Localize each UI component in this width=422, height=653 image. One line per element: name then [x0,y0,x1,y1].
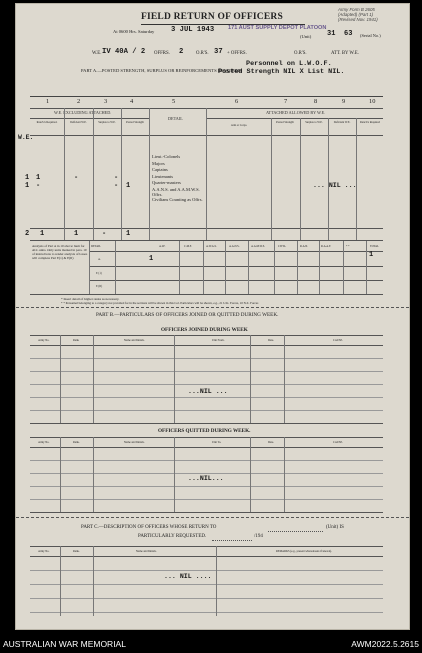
column-line [206,108,207,240]
column-line [93,335,94,423]
rank-label: A.A.N.S. and A.A.M.W.S. Offrs. [152,186,200,197]
rule [89,280,383,281]
column-line [250,335,251,423]
part-a-table-top [30,96,383,97]
joined-head: Date. [268,339,274,342]
footnote: * Insert detail of higher ranks as necessary. [61,297,120,301]
row-line [30,397,383,398]
row-line [30,612,383,613]
ors-value: 37 [214,48,223,56]
col-number: 8 [314,98,318,105]
analysis-head: A.I.F. [159,245,166,248]
col-head: Surplus to W.E. [305,121,323,124]
column-line [250,437,251,512]
offrs-label: OFFRS. [154,51,170,56]
rank-label: Captains [152,167,168,173]
rule [30,240,383,241]
part-c-head: REMARKS (e.g., present whereabouts if known). [276,550,332,553]
total-cell: 1 [40,230,45,238]
form-ref-line: (Adapted) (Part 1) [338,12,374,17]
at-line: At 0600 Hrs. Saturday [113,29,155,34]
typed-date: 3 JUL 1943 [171,26,215,34]
analysis-head: R.A.N. [300,245,309,248]
rule [30,556,383,557]
joined-head: Army No. [38,339,50,342]
column-line [284,437,285,512]
column-line [60,335,61,423]
row-line [30,584,383,585]
form-reference [338,7,378,22]
we-mark: W.E. [18,134,34,141]
col-head: Posted Strength [126,121,144,124]
analysis-head: A.W.A.S. [206,245,217,248]
dotted-fill [212,540,252,541]
column-line [356,118,357,240]
column-line [89,241,90,294]
rule [30,294,383,295]
col-number: 1 [46,98,50,105]
row-b-cell: - [36,182,41,190]
column-line [216,546,217,616]
form-ref-line: (Revised Nov. 1941) [338,17,378,22]
rule [30,335,383,336]
part-c-heading: PART C.—DESCRIPTION OF OFFICERS WHOSE RETURN TO [81,525,217,530]
row-b-cell: 1 [25,182,30,190]
column-line [174,335,175,423]
joined-head: CAUSE. [333,339,343,342]
archive-footer [0,636,422,653]
offrs-value: 2 [179,48,184,56]
rule [30,447,383,448]
col-number: 6 [235,98,239,105]
column-line [149,108,150,240]
analysis-row-label: E (II) [96,285,103,288]
unit-stamp: 171 AUST SUPPLY DEPOT PLATOON [228,25,327,31]
ors2-label: O.R'S. [294,51,307,56]
part-c-unit: (Unit) IS [326,525,344,530]
column-line [174,437,175,512]
quitted-head: CAUSE. [333,441,343,444]
analysis-head: A.A.N.S. [229,245,240,248]
serial-value-1: 31 [327,30,336,38]
column-line [319,241,320,294]
col-head: Deficient W.E. [70,121,87,124]
column-line [297,241,298,294]
analysis-head: * * [346,245,350,248]
column-line [284,335,285,423]
total-cell: 2 [25,230,30,238]
analysis-note: Analysis of Part A in 10 above: hum for ALL units. Only units marked in para. 10 of instructions to render analysis of losses will complete Part E(1) & E(II) [32,244,88,260]
col-head: Rate/Us Required. [36,121,58,124]
rank-label: Civilians Counting as Offrs. [152,197,203,203]
posted-strength-typed: Posted Strength NIL X List NIL. [218,68,345,76]
quitted-head: Unit To. [212,441,222,444]
rule [89,266,383,267]
row-line [30,371,383,372]
col-number: 10 [369,98,376,105]
col-number: 2 [77,98,81,105]
row-line [30,598,383,599]
row-line [30,410,383,411]
offrs2-label: + OFFRS. [227,51,247,56]
we-label: W.E. [92,51,102,56]
analysis-row-label: A. [98,258,101,261]
archive-reference: AWM2022.5.2615 [351,639,419,649]
total-cell: - [102,230,107,238]
column-line [225,241,226,294]
analysis-head: R.A.A.F. [321,245,332,248]
analysis-head: DETAIL [91,245,101,248]
unit-label: (Unit) [300,34,312,39]
quitted-head: Name and Initials. [124,441,145,444]
rule [30,512,383,513]
column-line [300,118,301,240]
joined-head: Rank [73,339,79,342]
analysis-head: CIVIL. [278,245,287,248]
column-line [343,241,344,294]
part-c-year: /194 [254,534,263,539]
column-line [328,118,329,240]
row-b-cell: - [114,182,119,190]
total-cell: 1 [74,230,79,238]
row-line [30,384,383,385]
rule [30,546,383,547]
analysis-head: C.M.F. [184,245,192,248]
col-head: Posted Strength [276,121,294,124]
column-line [93,546,94,616]
group-header-attached: ATTACHED ALLOWED BY W.E. [266,110,326,115]
column-line [366,241,367,294]
we-value: IV 40A / 2 [102,48,146,56]
joined-head: Name and Initials. [124,339,145,342]
row-a-cell: 1 [25,174,30,182]
part-c-nil: ... NIL .... [164,573,212,580]
row-a-cell: - [114,174,119,182]
row-line [30,486,383,487]
quitted-head: Army No. [38,441,50,444]
column-line [121,108,122,240]
rank-label: Quarter-masters [152,180,181,186]
column-line [203,241,204,294]
group-header-we: W.E. EXCLUDING ATTACHED. [54,110,112,115]
row-b-cell: 1 [126,182,131,190]
section-divider [16,307,409,308]
column-line [274,241,275,294]
row-line [30,358,383,359]
col-head: Arm or Corps. [230,124,248,127]
archive-name: AUSTRALIAN WAR MEMORIAL [3,639,126,649]
rank-label: Majors [152,160,165,166]
row-line [30,499,383,500]
rule [89,251,383,252]
row-line [30,570,383,571]
analysis-total-value: 1 [369,251,374,259]
personnel-typed: Personnel on L.W.O.F. [246,60,332,68]
rule [30,437,383,438]
quitted-nil: ...NIL... [188,475,224,482]
row-line [30,460,383,461]
quitted-head: Date. [268,441,274,444]
column-line [271,118,272,240]
part-a-heading: PART A.—POSTED STRENGTH, SURPLUS OR REINFORCEMENTS REQUIRED. [81,68,243,73]
rule [30,118,149,119]
col-number: 3 [104,98,108,105]
rule [30,345,383,346]
quitted-heading: OFFICERS QUITTED DURING WEEK. [158,428,251,434]
col-number: 7 [284,98,288,105]
rank-list [152,154,206,203]
ors-label: O.R'S. [196,51,209,56]
att-label: ATT. BY W.E. [331,51,359,56]
document-page [15,3,410,630]
column-line [60,546,61,616]
page-title: FIELD RETURN OF OFFICERS [141,12,283,22]
column-line [60,437,61,512]
rule [30,423,383,424]
footnote: * * Personnel belonging to a category not provided for in the sections will be shown in this Col. Particulars will be shown, e.g., 21 U.K. Forces, 10 N.Z. Forces [61,301,259,305]
nil-entry: ... NIL ... [313,182,357,189]
part-c-head: Army No. [38,550,50,553]
col-head: Surplus to W.E. [98,121,116,124]
analysis-row-label: E (1) [96,272,102,275]
col-number: 5 [172,98,176,105]
analysis-aif-value: 1 [149,255,154,263]
joined-head: Unit From. [212,339,225,342]
col-head: Rate/Us Required [360,121,380,124]
column-line [179,241,180,294]
analysis-head: TOTAL [370,245,379,248]
column-line [64,108,65,240]
column-line [248,241,249,294]
form-ref-line: Army Form B 2605 [338,7,375,12]
joined-nil: ...NIL ... [188,388,228,395]
serial-label: (Serial No.) [360,33,381,38]
column-line [93,437,94,512]
section-divider [16,517,409,518]
col-number: 4 [130,98,134,105]
rank-label: Lieutenants [152,173,173,179]
row-a-cell: 1 [36,174,41,182]
total-cell: 1 [126,230,131,238]
row-line [30,473,383,474]
joined-heading: OFFICERS JOINED DURING WEEK [161,327,248,333]
column-line [115,241,116,294]
serial-value-2: 63 [344,30,353,38]
part-c-head: Rank. [73,550,80,553]
rank-label: Lieut.-Colonels [152,154,181,159]
part-c-requested: PARTICULARLY REQUESTED. [138,534,207,539]
col-head: Deficient W.E. [333,121,351,124]
dotted-fill [268,531,323,532]
analysis-head: A.A.M.W.S. [251,245,265,248]
quitted-head: Rank. [73,441,80,444]
part-b-heading: PART B.—PARTICULARS OF OFFICERS JOINED OR QUITTED DURING WEEK. [96,312,279,318]
column-line [93,108,94,240]
part-c-head: Name and Initials. [136,550,157,553]
detail-header: DETAIL [168,116,183,121]
col-number: 9 [342,98,346,105]
row-a-cell: - [74,174,79,182]
